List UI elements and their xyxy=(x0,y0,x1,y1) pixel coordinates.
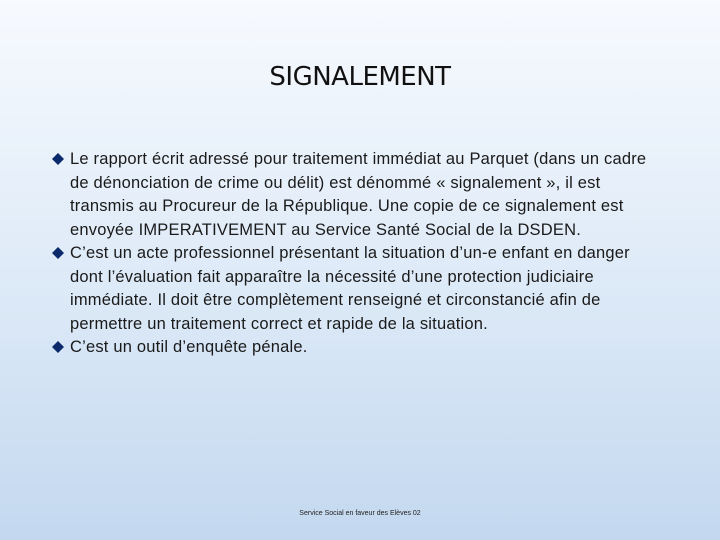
diamond-bullet-icon xyxy=(52,341,64,353)
bullet-text: C’est un outil d’enquête pénale. xyxy=(70,338,308,356)
bullet-text: Le rapport écrit adressé pour traitement immédiat au Parquet (dans un cadre de dénonciation de crime ou délit) est dénommé « signalement », il est transmis au Procureur de la République. Une copie de ce signalement est envoyée IMPERATIVEMENT au Service Santé Social de la DSDEN. xyxy=(70,150,647,239)
bullet-item xyxy=(52,336,664,360)
bullet-item xyxy=(52,242,664,336)
diamond-bullet-icon xyxy=(52,153,64,165)
bullet-list xyxy=(52,148,664,360)
slide-footer: Service Social en faveur des Elèves 02 xyxy=(299,510,421,517)
bullet-item xyxy=(52,148,664,242)
diamond-bullet-icon xyxy=(52,247,64,259)
slide-title: SIGNALEMENT xyxy=(269,62,451,92)
bullet-text: C’est un acte professionnel présentant la situation d’un-e enfant en danger dont l’évaluation fait apparaître la nécessité d’une protection judiciaire immédiate. Il doit être complètement renseigné et circonstancié afin de permettre un traitement correct et rapide de la situation. xyxy=(70,244,630,333)
